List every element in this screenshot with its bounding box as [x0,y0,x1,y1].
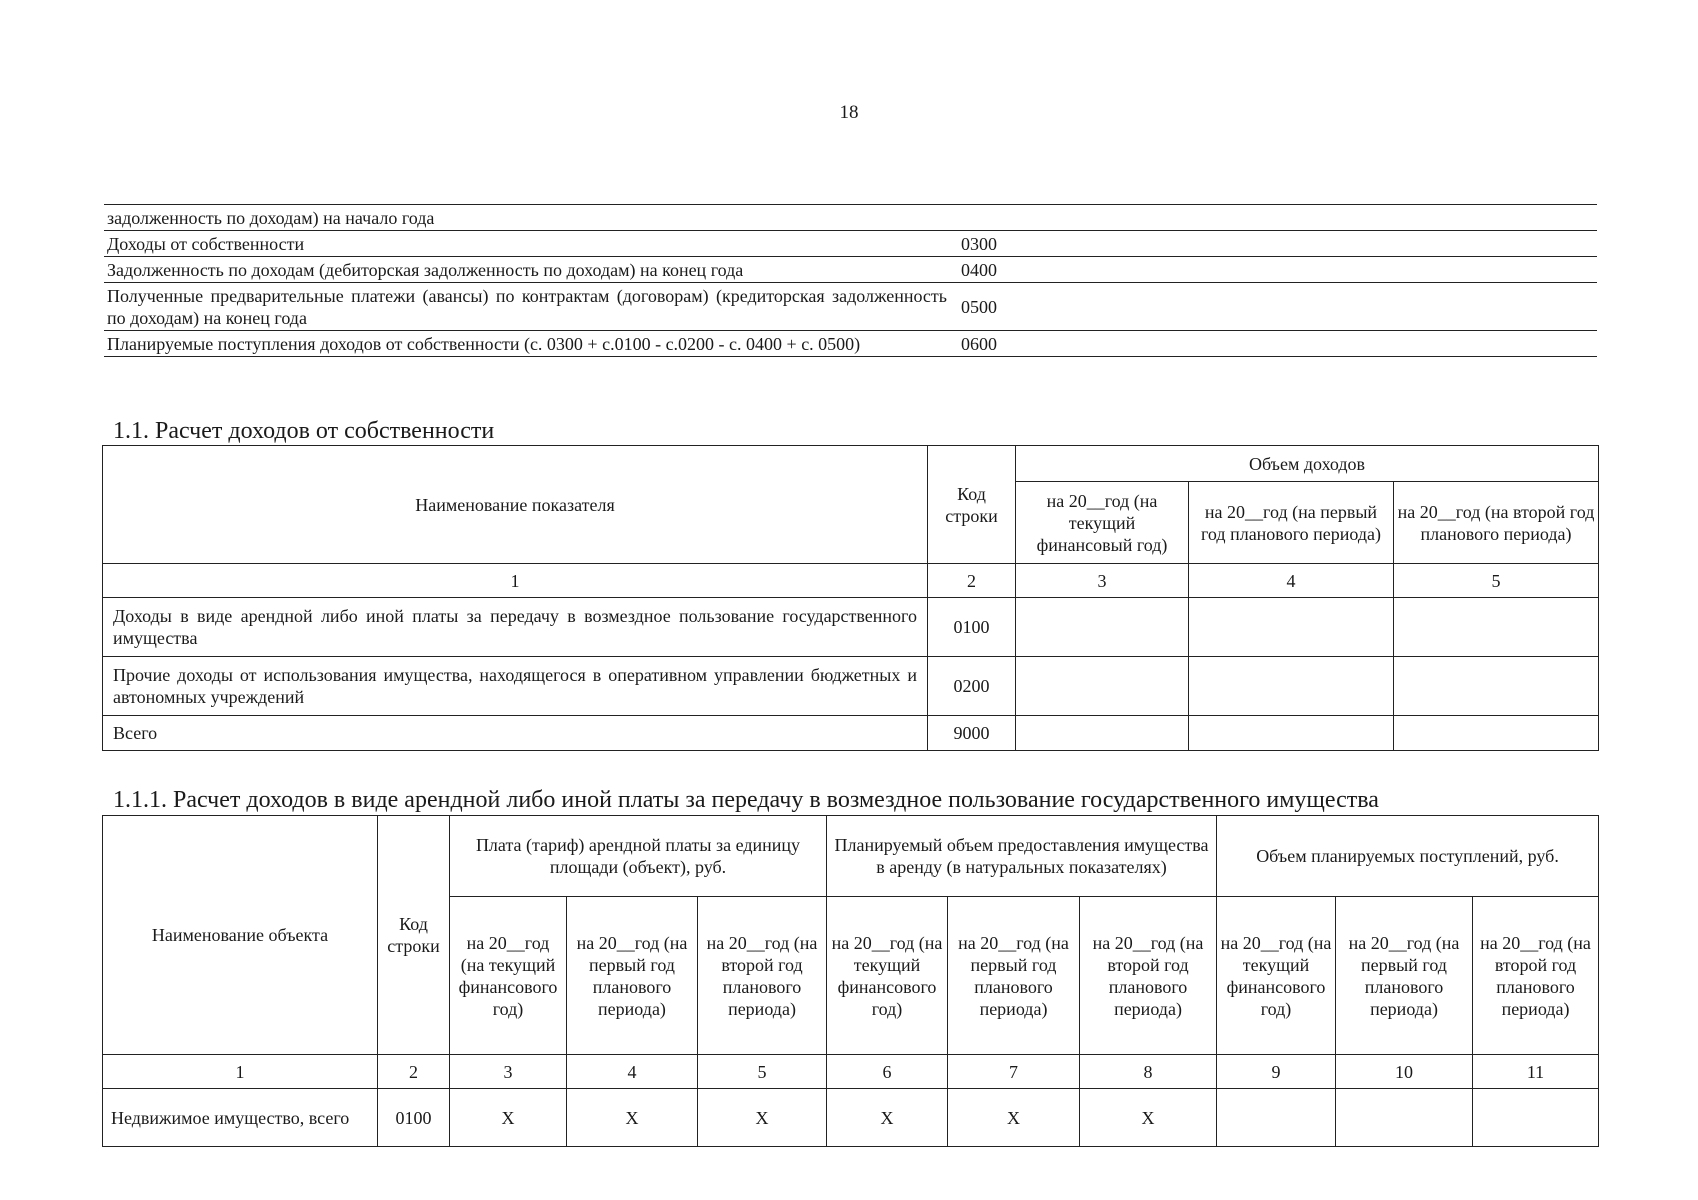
row-code: 0200 [928,657,1016,716]
row-name: Прочие доходы от использования имущества, находящегося в оперативном управлении бюджетных и автономных учреждений [103,657,928,716]
row-name: Недвижимое имущество, всего [103,1089,378,1147]
row-code: 0400 [951,257,1095,283]
header-col: на 20__год (на текущий финансовый год) [1016,482,1189,564]
x-mark: X [1080,1089,1217,1147]
col-number: 7 [948,1055,1080,1089]
col-number: 5 [1394,564,1599,598]
row-value [1394,716,1599,751]
numbers-row [103,1055,1599,1089]
header-group: Планируемый объем предоставления имущества в аренду (в натуральных показателях) [827,816,1217,897]
summary-table [104,204,1597,357]
header-code: Код строки [928,446,1016,564]
row-code: 0500 [951,283,1095,331]
table-row [103,1089,1599,1147]
section-title: 1.1. Расчет доходов от собственности [113,418,495,444]
income-table [102,445,1599,751]
x-mark: X [948,1089,1080,1147]
col-number: 4 [1189,564,1394,598]
header-col: на 20__год (на первый год планового периода) [1336,897,1473,1055]
table-row [104,257,1597,283]
header-name: Наименование объекта [103,816,378,1055]
table-row [103,716,1599,751]
header-col: на 20__год (на первый год планового периода) [567,897,698,1055]
row-code: 0100 [928,598,1016,657]
header-col: на 20__год (на второй год планового периода) [1473,897,1599,1055]
row-name: Полученные предварительные платежи (авансы) по контрактам (договорам) (кредиторская задолженность по доходам) на конец года [104,283,951,331]
col-number: 2 [928,564,1016,598]
header-group: Плата (тариф) арендной платы за единицу площади (объект), руб. [450,816,827,897]
row-value [1016,598,1189,657]
row-value [1095,257,1597,283]
row-code: 0100 [378,1089,450,1147]
row-name: Планируемые поступления доходов от собственности (с. 0300 + с.0100 - с.0200 - с. 0400 + с. 0500) [104,331,951,357]
row-value [1217,1089,1336,1147]
x-mark: X [698,1089,827,1147]
col-number: 9 [1217,1055,1336,1089]
row-value [1095,231,1597,257]
x-mark: X [567,1089,698,1147]
row-name: Всего [103,716,928,751]
header-col: на 20__год (на второй год планового периода) [1080,897,1217,1055]
col-number: 6 [827,1055,948,1089]
row-value [1394,657,1599,716]
row-name: Доходы от собственности [104,231,951,257]
x-mark: X [827,1089,948,1147]
table-row [104,283,1597,331]
col-number: 4 [567,1055,698,1089]
table-row [104,331,1597,357]
row-value [1189,657,1394,716]
header-col: на 20__год (на второй год планового периода) [698,897,827,1055]
col-number: 1 [103,1055,378,1089]
header-col: на 20__год (на текущий финансового год) [1217,897,1336,1055]
row-code: 0600 [951,331,1095,357]
header-col: на 20__год (на текущий финансового год) [827,897,948,1055]
row-value [1336,1089,1473,1147]
header-row [103,446,1599,482]
row-value [1016,657,1189,716]
col-number: 10 [1336,1055,1473,1089]
row-value [1394,598,1599,657]
col-number: 3 [450,1055,567,1089]
row-code: 0300 [951,231,1095,257]
header-col: на 20__год (на первый год планового периода) [1189,482,1394,564]
row-value [1016,716,1189,751]
row-code: 9000 [928,716,1016,751]
row-code [951,205,1095,231]
row-value [1095,331,1597,357]
row-value [1189,716,1394,751]
header-group: Объем планируемых поступлений, руб. [1217,816,1599,897]
row-value [1473,1089,1599,1147]
col-number: 11 [1473,1055,1599,1089]
header-col: на 20__год (на второй год планового периода) [1394,482,1599,564]
row-value [1189,598,1394,657]
header-col: на 20__год (на первый год планового периода) [948,897,1080,1055]
header-code: Код строки [378,816,450,1055]
row-name: задолженность по доходам) на начало года [104,205,951,231]
section-title: 1.1.1. Расчет доходов в виде арендной либо иной платы за передачу в возмездное пользование государственного имущества [113,787,1379,813]
header-name: Наименование показателя [103,446,928,564]
row-value [1095,283,1597,331]
col-number: 3 [1016,564,1189,598]
table-row [104,205,1597,231]
table-row [104,231,1597,257]
col-number: 8 [1080,1055,1217,1089]
row-name: Задолженность по доходам (дебиторская задолженность по доходам) на конец года [104,257,951,283]
col-number: 2 [378,1055,450,1089]
row-name: Доходы в виде арендной либо иной платы за передачу в возмездное пользование государственного имущества [103,598,928,657]
rent-income-table [102,815,1599,1147]
page-number: 18 [839,102,859,123]
numbers-row [103,564,1599,598]
header-row [103,816,1599,897]
table-row [103,598,1599,657]
col-number: 1 [103,564,928,598]
header-group: Объем доходов [1016,446,1599,482]
header-col: на 20__год (на текущий финансового год) [450,897,567,1055]
row-value [1095,205,1597,231]
col-number: 5 [698,1055,827,1089]
x-mark: X [450,1089,567,1147]
table-row [103,657,1599,716]
